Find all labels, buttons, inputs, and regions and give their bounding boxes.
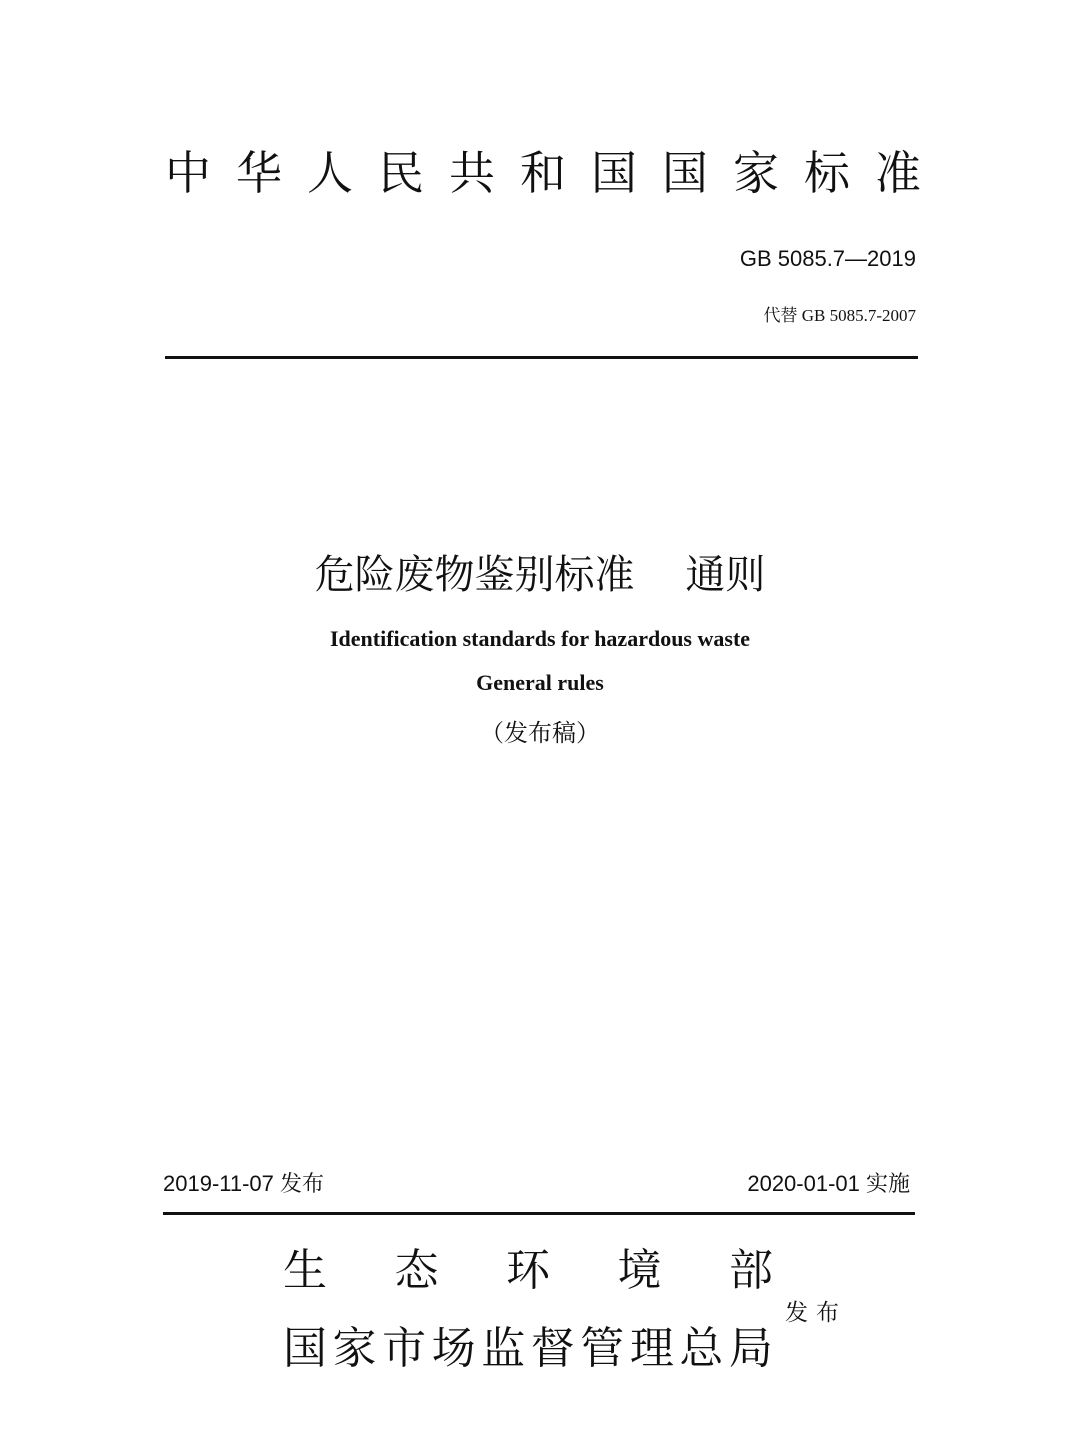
publisher-char: 场 bbox=[431, 1323, 476, 1374]
issue-date: 2019-11-07 发布 bbox=[163, 1171, 325, 1196]
national-standard-heading: 中华人民共和国国家标准 bbox=[165, 146, 946, 200]
publisher-char: 境 bbox=[617, 1245, 662, 1296]
publisher-char: 生 bbox=[283, 1245, 327, 1296]
publisher-char: 国 bbox=[283, 1323, 327, 1374]
publisher-ministry bbox=[283, 1240, 773, 1302]
standard-number: GB 5085.7—2019 bbox=[739, 246, 916, 271]
publisher-char: 局 bbox=[728, 1323, 773, 1374]
replaces-standard: 代替 GB 5085.7-2007 bbox=[763, 306, 916, 325]
publisher-char: 督 bbox=[530, 1323, 575, 1374]
bottom-divider bbox=[163, 1212, 915, 1215]
publisher-char: 市 bbox=[382, 1323, 427, 1374]
publisher-char: 部 bbox=[729, 1245, 773, 1296]
document-title-english-line-1: Identification standards for hazardous waste bbox=[329, 626, 751, 651]
publisher-char: 管 bbox=[580, 1323, 625, 1374]
publisher-char: 理 bbox=[629, 1323, 674, 1374]
publisher-char: 监 bbox=[481, 1323, 526, 1374]
document-title-chinese: 危险废物鉴别标准 通则 bbox=[314, 552, 766, 598]
publish-label: 发布 bbox=[785, 1300, 847, 1326]
implementation-date: 2020-01-01 实施 bbox=[747, 1171, 910, 1196]
document-title-english-line-2: General rules bbox=[476, 670, 604, 695]
top-divider bbox=[165, 356, 918, 359]
publisher-char: 家 bbox=[332, 1323, 377, 1374]
publisher-char: 态 bbox=[394, 1245, 439, 1296]
publisher-administration bbox=[283, 1318, 773, 1380]
publisher-char: 总 bbox=[679, 1323, 724, 1374]
draft-status-label: （发布稿） bbox=[480, 719, 600, 747]
publisher-char: 环 bbox=[506, 1245, 550, 1296]
